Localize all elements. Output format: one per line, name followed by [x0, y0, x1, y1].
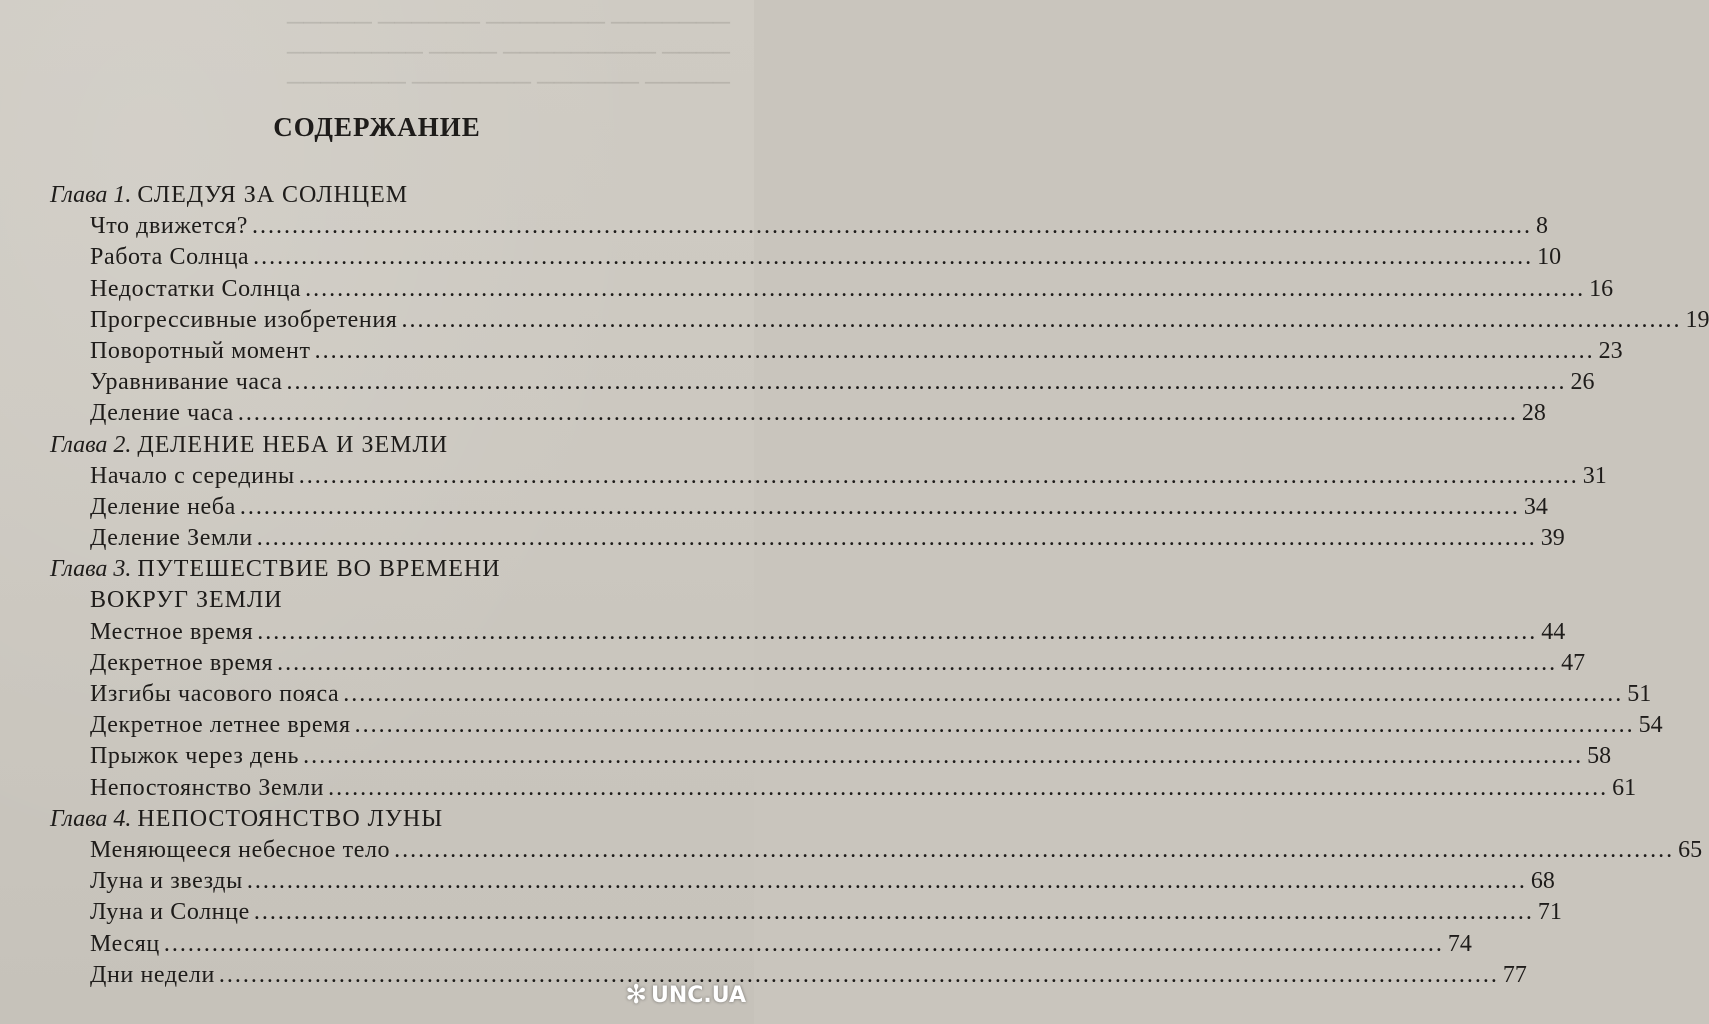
dot-leader: ................................................................................................................................................................	[314, 337, 1595, 364]
dot-leader: ................................................................................................................................................................	[253, 899, 1534, 926]
chapter-heading	[0, 804, 754, 835]
toc-entry	[0, 336, 1623, 367]
page-number: 77	[1502, 961, 1527, 988]
section-title: Луна и Солнце	[90, 899, 250, 926]
section-title: Непостоянство Земли	[90, 774, 325, 801]
toc-entry	[0, 617, 1566, 648]
section-title: Меняющееся небесное тело	[90, 836, 391, 863]
section-title: Деление часа	[90, 400, 234, 427]
table-of-contents	[0, 180, 1709, 991]
section-title: Поворотный момент	[90, 337, 311, 364]
toc-entry	[0, 492, 1548, 523]
chapter-label: Глава 4.	[50, 805, 132, 832]
dot-leader: ................................................................................................................................................................	[354, 712, 1635, 739]
chapter-title: ПУТЕШЕСТВИЕ ВО ВРЕМЕНИ	[137, 556, 501, 583]
chapter-label: Глава 1.	[50, 182, 132, 208]
page-number: 10	[1537, 244, 1562, 271]
section-title: Луна и звезды	[90, 868, 243, 895]
page-number: 51	[1627, 681, 1652, 707]
dot-leader: ................................................................................................................................................................	[256, 525, 1537, 552]
page-number: 34	[1523, 493, 1548, 520]
dot-leader: ................................................................................................................................................................	[237, 400, 1518, 427]
page-number: 26	[1570, 369, 1595, 396]
section-title: Прыжок через день	[90, 743, 300, 770]
section-title: Начало с середины	[90, 462, 295, 489]
section-title: Работа Солнца	[90, 244, 250, 271]
section-title: Декретное летнее время	[90, 712, 351, 739]
dot-leader: ................................................................................................................................................................	[277, 649, 1558, 676]
chapter-label: Глава 2.	[50, 431, 132, 458]
toc-entry	[0, 773, 1637, 804]
toc-entry	[0, 242, 1562, 273]
dot-leader: ................................................................................................................................................................	[328, 774, 1609, 801]
page-number: 58	[1587, 743, 1612, 770]
section-title: Дни недели	[90, 961, 215, 988]
toc-entry	[0, 648, 1586, 679]
dot-leader: ................................................................................................................................................................	[303, 743, 1584, 770]
toc-entry	[0, 929, 1472, 960]
snowflake-icon: ✻	[625, 980, 647, 1010]
toc-entry	[0, 211, 1548, 242]
dot-leader: ................................................................................................................................................................	[218, 961, 1499, 988]
toc-entry	[0, 679, 1652, 710]
section-title: Местное время	[90, 618, 254, 645]
page-number: 23	[1598, 337, 1623, 364]
section-title: Декретное время	[90, 649, 274, 676]
page-number: 68	[1530, 868, 1555, 895]
toc-entry	[0, 367, 1595, 398]
chapter-heading	[0, 180, 754, 211]
page-number: 31	[1582, 462, 1607, 489]
chapter-heading-continued	[0, 585, 754, 616]
page-number: 44	[1541, 618, 1566, 645]
page-number: 74	[1447, 930, 1472, 957]
page-number: 19	[1685, 306, 1709, 333]
section-title: Месяц	[90, 930, 160, 957]
toc-entry	[0, 461, 1607, 492]
chapter-title: ДЕЛЕНИЕ НЕБА И ЗЕМЛИ	[137, 431, 449, 458]
page-number: 61	[1612, 774, 1637, 801]
dot-leader: ................................................................................................................................................................	[252, 213, 1532, 240]
section-title: Деление неба	[90, 493, 236, 520]
section-title: Деление Земли	[90, 525, 253, 552]
page-number: 54	[1638, 712, 1663, 739]
page-number: 39	[1540, 525, 1565, 552]
toc-entry	[0, 741, 1612, 772]
dot-leader: ................................................................................................................................................................	[257, 618, 1538, 645]
page-number: 16	[1589, 275, 1614, 302]
dot-leader: ................................................................................................................................................................	[305, 275, 1586, 302]
toc-entry	[0, 835, 1703, 866]
dot-leader: ................................................................................................................................................................	[246, 868, 1527, 895]
dot-leader: ................................................................................................................................................................	[343, 681, 1624, 707]
page-number: 28	[1521, 400, 1546, 427]
section-title: Уравнивание часа	[90, 369, 283, 396]
page-number: 71	[1537, 899, 1562, 926]
section-title: Что движется?	[90, 213, 248, 240]
chapter-label: Глава 3.	[50, 556, 132, 583]
dot-leader: ................................................................................................................................................................	[286, 369, 1567, 396]
watermark	[625, 980, 746, 1010]
dot-leader: ................................................................................................................................................................	[239, 493, 1520, 520]
dot-leader: ................................................................................................................................................................	[253, 244, 1534, 271]
dot-leader: ................................................................................................................................................................	[298, 462, 1579, 489]
page-number: 65	[1678, 836, 1703, 863]
page-number: 8	[1536, 213, 1548, 240]
toc-entry	[0, 897, 1562, 928]
toc-entry	[0, 274, 1614, 305]
page-number: 47	[1561, 649, 1586, 676]
toc-entry	[0, 710, 1663, 741]
chapter-title: НЕПОСТОЯНСТВО ЛУНЫ	[137, 805, 444, 832]
dot-leader: ................................................................................................................................................................	[394, 836, 1675, 863]
chapter-title: ВОКРУГ ЗЕМЛИ	[90, 587, 283, 614]
toc-entry	[0, 398, 1546, 429]
watermark-text: UNC.UA	[651, 982, 746, 1008]
chapter-heading	[0, 554, 754, 585]
toc-entry	[0, 523, 1565, 554]
chapter-heading	[0, 430, 754, 461]
section-title: Недостатки Солнца	[90, 275, 302, 302]
chapter-title: СЛЕДУЯ ЗА СОЛНЦЕМ	[137, 182, 409, 208]
section-title: Изгибы часового пояса	[90, 681, 340, 707]
section-title: Прогрессивные изобретения	[90, 306, 398, 333]
toc-entry	[0, 866, 1555, 897]
dot-leader: ................................................................................................................................................................	[401, 306, 1682, 333]
dot-leader: ................................................................................................................................................................	[163, 930, 1444, 957]
show-through-text: ─────── ─────── ────── ───── ──── ───────── ──── ──────── ───── ────── ─────── ───────	[286, 10, 730, 96]
page-title: СОДЕРЖАНИЕ	[273, 112, 481, 142]
toc-entry	[0, 305, 1709, 336]
